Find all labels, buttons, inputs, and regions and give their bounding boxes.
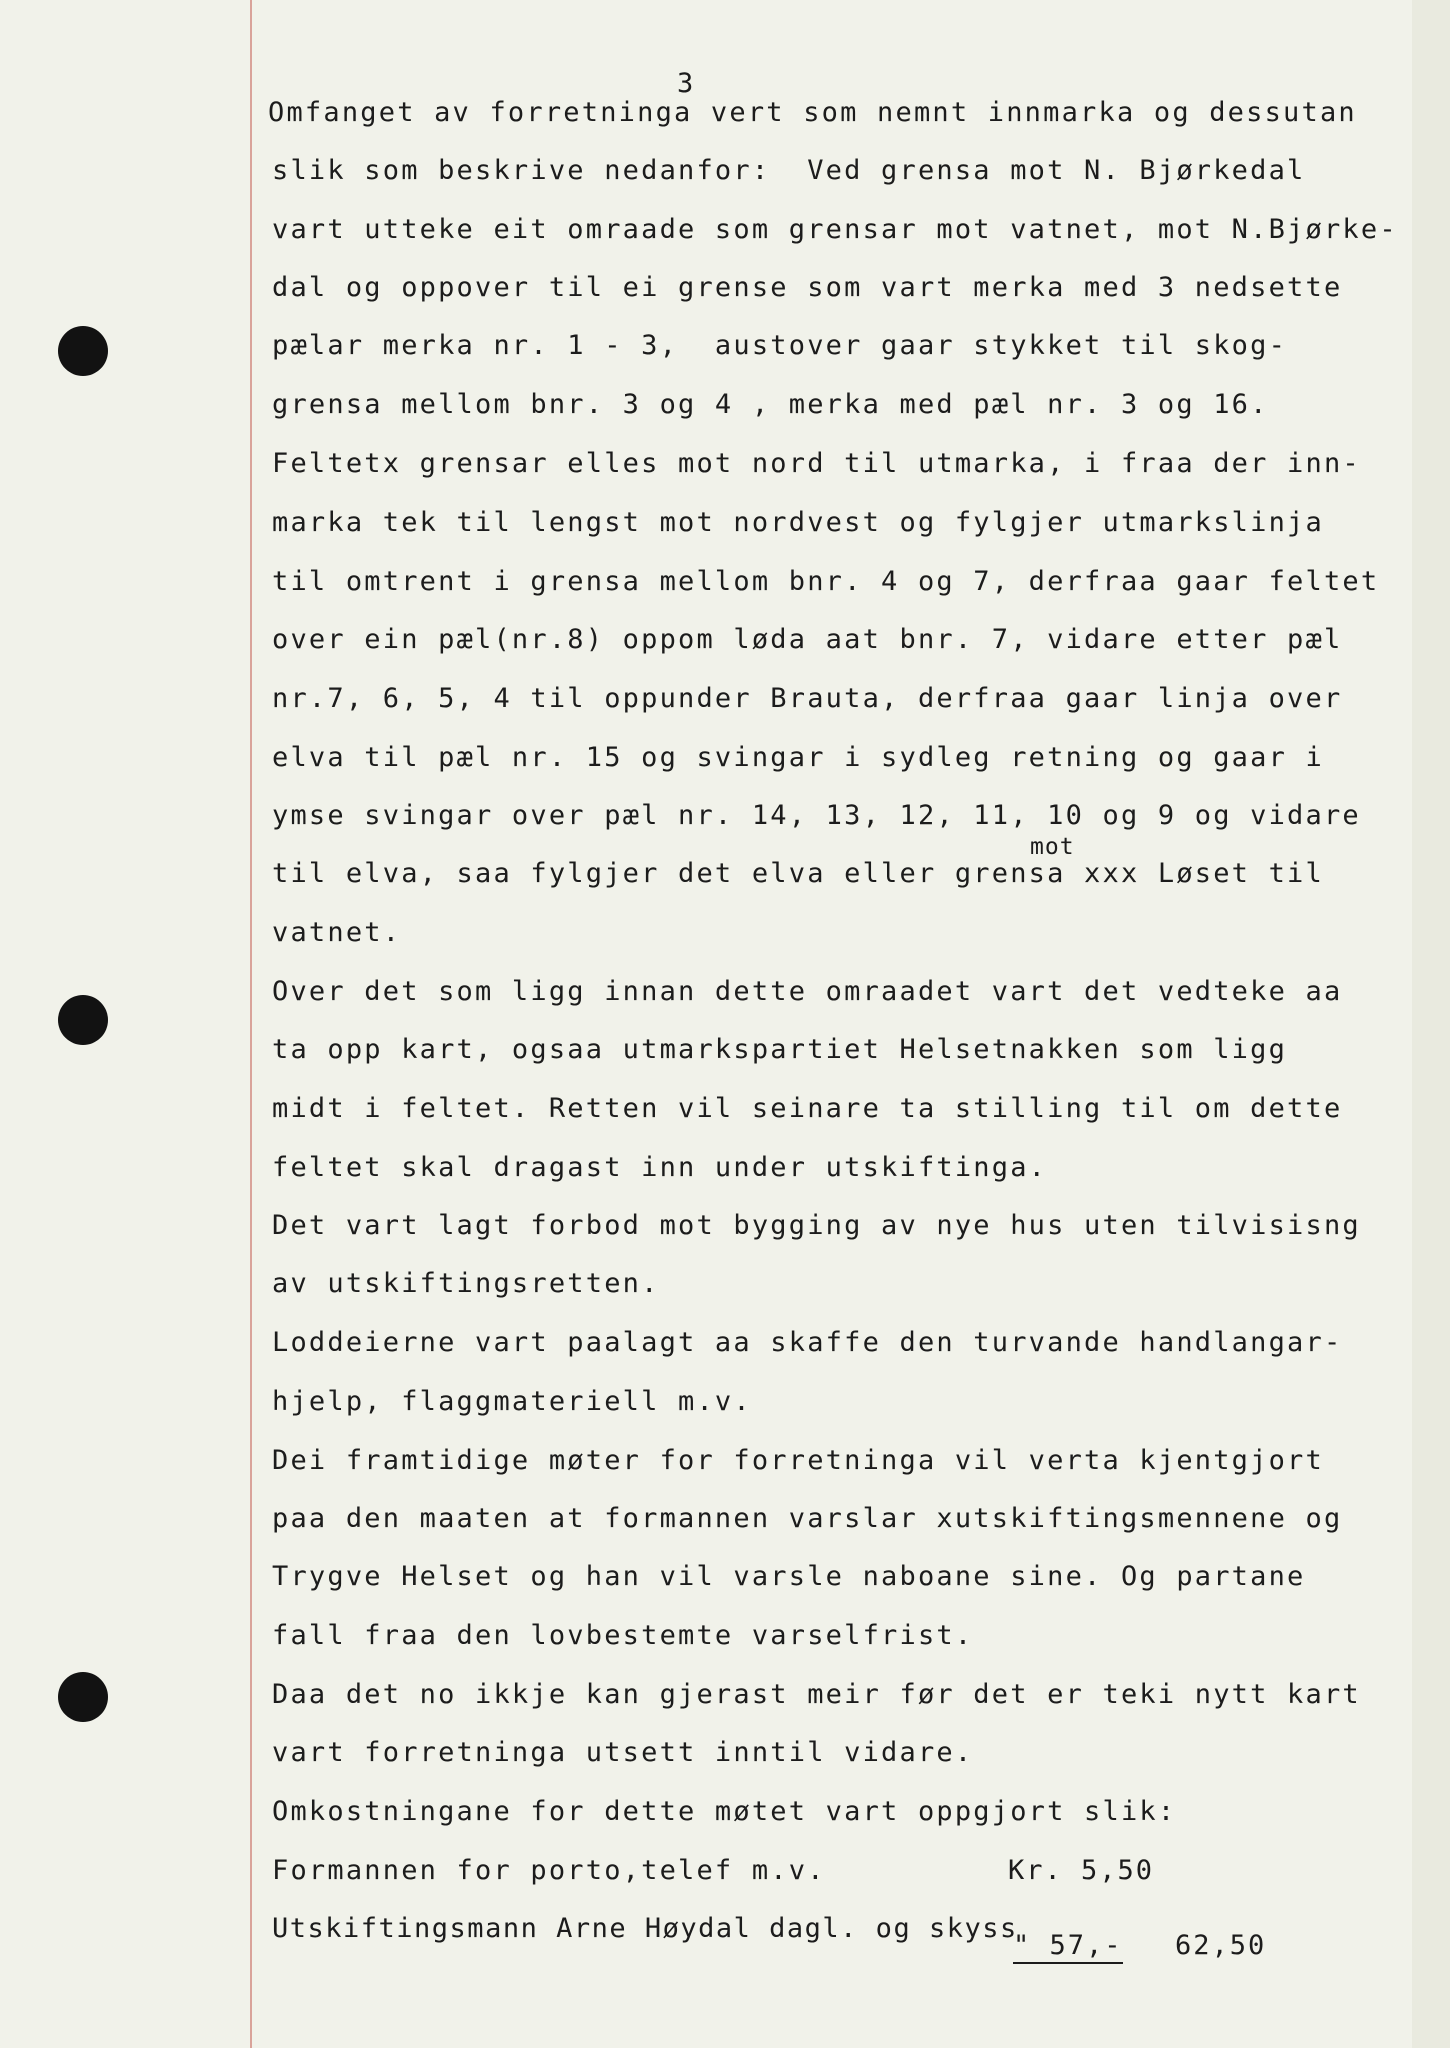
punch-hole-middle	[58, 995, 108, 1045]
text-line: nr.7, 6, 5, 4 til oppunder Brauta, derfraa gaar linja over	[272, 683, 1343, 714]
text-line: til elva, saa fylgjer det elva eller grensa xxx Løset til	[272, 858, 1324, 889]
text-line: grensa mellom bnr. 3 og 4 , merka med pæl nr. 3 og 16.	[272, 389, 1269, 420]
text-line: Omkostningane for dette møtet vart oppgjort slik:	[272, 1796, 1177, 1827]
text-line: over ein pæl(nr.8) oppom løda aat bnr. 7, vidare etter pæl	[272, 624, 1343, 655]
text-line: pælar merka nr. 1 - 3, austover gaar stykket til skog-	[272, 330, 1288, 361]
text-line: Dei framtidige møter for forretninga vil verta kjentgjort	[272, 1445, 1324, 1476]
text-line: av utskiftingsretten.	[272, 1268, 660, 1299]
text-line: Trygve Helset og han vil varsle naboane sine. Og partane	[272, 1561, 1306, 1592]
text-line: til omtrent i grensa mellom bnr. 4 og 7, derfraa gaar feltet	[272, 566, 1380, 597]
text-line: ta opp kart, ogsaa utmarkspartiet Helsetnakken som ligg	[272, 1034, 1288, 1065]
text-line: paa den maaten at formannen varslar xutskiftingsmennene og	[272, 1503, 1343, 1534]
cost-amount-formann: Kr. 5,50	[1008, 1855, 1155, 1886]
text-line: midt i feltet. Retten vil seinare ta stilling til om dette	[272, 1093, 1343, 1124]
text-line: dal og oppover til ei grense som vart merka med 3 nedsette	[272, 272, 1343, 303]
margin-rule	[250, 0, 252, 2048]
text-line: Omfanget av forretninga vert som nemnt innmarka og dessutan	[268, 97, 1357, 128]
text-line: vart utteke eit omraade som grensar mot vatnet, mot N.Bjørke-	[272, 214, 1398, 245]
text-line: vatnet.	[272, 917, 402, 948]
punch-hole-bottom	[58, 1672, 108, 1722]
text-line: Det vart lagt forbod mot bygging av nye hus uten tilvisisng	[272, 1210, 1361, 1241]
cost-total: 62,50	[1175, 1930, 1267, 1961]
text-line: Utskiftingsmann Arne Høydal dagl. og skyss	[272, 1913, 1018, 1944]
text-line: elva til pæl nr. 15 og svingar i sydleg retning og gaar i	[272, 742, 1324, 773]
page-number: 3	[677, 68, 695, 99]
text-line: vart forretninga utsett inntil vidare.	[272, 1737, 974, 1768]
inserted-word: mot	[1030, 834, 1075, 860]
page-edge	[1412, 0, 1450, 2048]
text-line: Formannen for porto,telef m.v.	[272, 1855, 826, 1886]
text-line: Loddeierne vart paalagt aa skaffe den turvande handlangar-	[272, 1327, 1343, 1358]
text-line: Over det som ligg innan dette omraadet vart det vedteke aa	[272, 976, 1343, 1007]
cost-amount-arne: " 57,-	[1013, 1930, 1123, 1964]
text-line: hjelp, flaggmateriell m.v.	[272, 1386, 752, 1417]
text-line: feltet skal dragast inn under utskiftinga.	[272, 1152, 1048, 1183]
text-line: ymse svingar over pæl nr. 14, 13, 12, 11, 10 og 9 og vidare	[272, 800, 1361, 831]
text-line: Daa det no ikkje kan gjerast meir før det er teki nytt kart	[272, 1679, 1361, 1710]
punch-hole-top	[58, 326, 108, 376]
text-line: slik som beskrive nedanfor: Ved grensa mot N. Bjørkedal	[272, 155, 1306, 186]
text-line: fall fraa den lovbestemte varselfrist.	[272, 1620, 974, 1651]
text-line: marka tek til lengst mot nordvest og fylgjer utmarkslinja	[272, 507, 1324, 538]
text-line: Feltetx grensar elles mot nord til utmarka, i fraa der inn-	[272, 448, 1361, 479]
